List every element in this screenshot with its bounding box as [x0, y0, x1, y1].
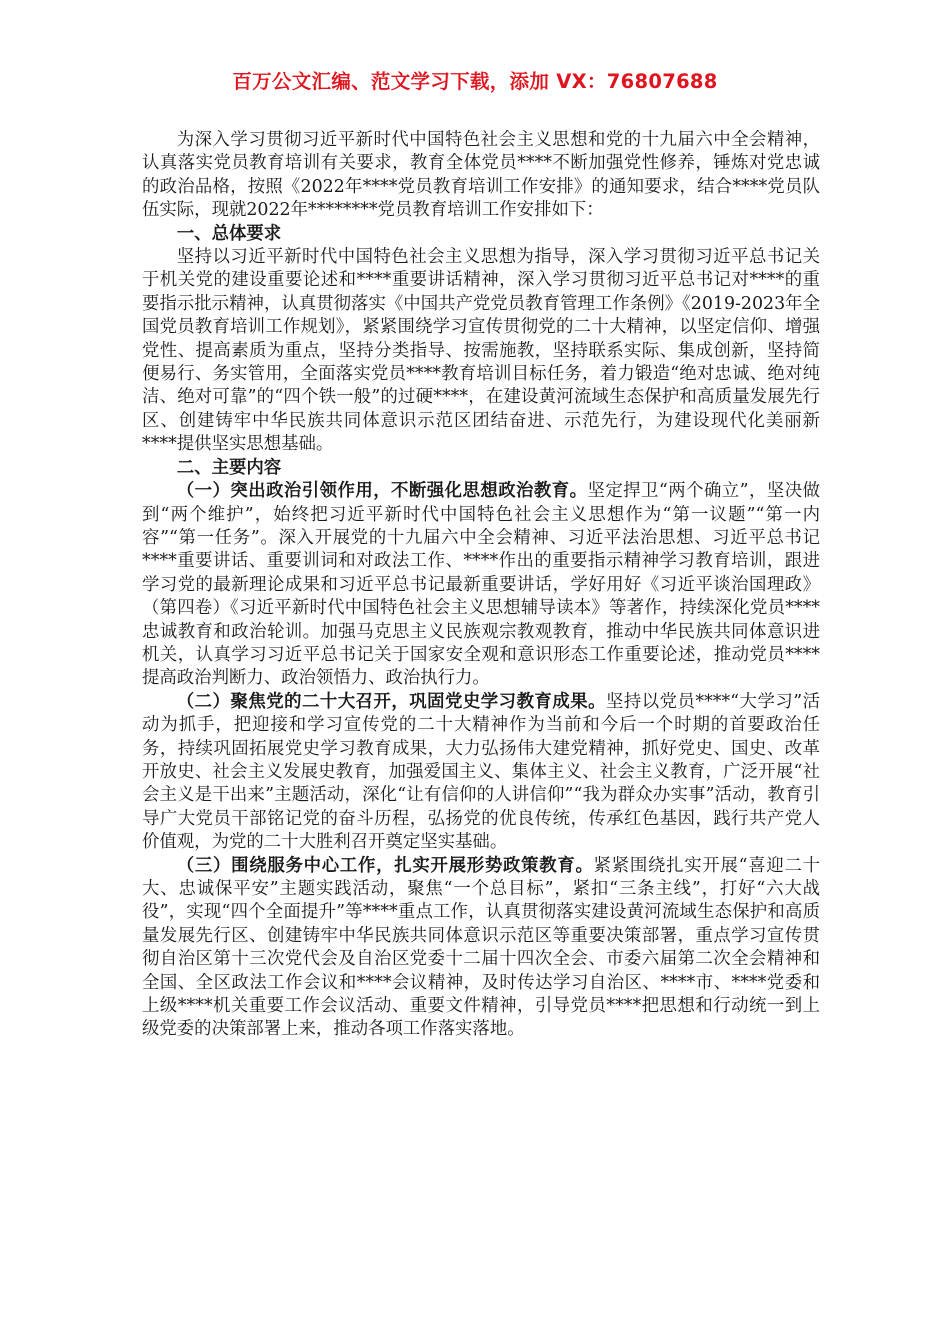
- section-heading-general-requirements: 一、总体要求: [176, 223, 282, 244]
- general-requirements-paragraph: 坚持以习近平新时代中国特色社会主义思想为指导，深入学习贯彻习近平总书记关于机关党的建设重要论述和****重要讲话精神，深入学习贯彻习近平总书记对****的重要指示批示精神，认真贯彻落实《中国共产党党员教育管理工作条例》《2019-2023年全国党员教育培训工作规划》，紧紧围绕学习宣传贯彻党的二十大精神，以坚定信仰、增强党性、提高素质为重点，坚持分类指导、按需施教，坚持联系实际、集成创新，坚持简便易行、务实管用，全面落实党员****教育培训目标任务，着力锻造“绝对忠诚、绝对纯洁、绝对可靠”的“四个铁一般”的过硬****，在建设黄河流域生态保护和高质量发展先行区、创建铸牢中华民族共同体意识示范区团结奋进、示范先行，为建设现代化美丽新****提供坚实思想基础。: [142, 247, 820, 455]
- section-heading-main-content: 二、主要内容: [176, 457, 282, 478]
- item-paragraph-political-guidance: [142, 480, 820, 691]
- item-lead-party-history: （二）聚焦党的二十大召开，巩固党史学习教育成果。: [176, 691, 606, 712]
- document-body: [142, 129, 820, 1042]
- intro-paragraph: 为深入学习贯彻习近平新时代中国特色社会主义思想和党的十九届六中全会精神，认真落实党员教育培训有关要求，教育全体党员****不断加强党性修养，锤炼对党忠诚的政治品格，按照《2022年****党员教育培训工作安排》的通知要求，结合****党员队伍实际，现就2022年********党员教育培训工作安排如下：: [142, 130, 820, 221]
- item-body-political-guidance: 坚定捍卫“两个确立”，坚决做到“两个维护”，始终把习近平新时代中国特色社会主义思想作为“第一议题”“第一内容”“第一任务”。深入开展党的十九届六中全会精神、习近平法治思想、习近平总书记****重要讲话、重要训词和对政法工作、****作出的重要指示精神学习教育培训，跟进学习党的最新理论成果和习近平总书记最新重要讲话，学好用好《习近平谈治国理政》（第四卷）《习近平新时代中国特色社会主义思想辅导读本》等著作，持续深化党员****忠诚教育和政治轮训。加强马克思主义民族观宗教观教育，推动中华民族共同体意识进机关，认真学习习近平总书记关于国家安全观和意识形态工作重要论述，推动党员****提高政治判断力、政治领悟力、政治执行力。: [142, 481, 820, 689]
- item-paragraph-party-history: [142, 691, 820, 855]
- item-lead-policy-education: （三）围绕服务中心工作，扎实开展形势政策教育。: [176, 855, 594, 876]
- item-lead-political-guidance: （一）突出政治引领作用，不断强化思想政治教育。: [176, 481, 588, 502]
- item-body-policy-education: 紧紧围绕扎实开展“喜迎二十大、忠诚保平安”主题实践活动，聚焦“一个总目标”，紧扣“三条主线”，打好“六大战役”，实现“四个全面提升”等****重点工作，认真贯彻落实建设黄河流域生态保护和高质量发展先行区、创建铸牢中华民族共同体意识示范区等重要决策部署，重点学习宣传贯彻自治区第十三次党代会及自治区党委十二届十四次全会、市委六届第二次全会精神和全国、全区政法工作会议和****会议精神，及时传达学习自治区、****市、****党委和上级****机关重要工作会议活动、重要文件精神，引导党员****把思想和行动统一到上级党委的决策部署上来，推动各项工作落实落地。: [142, 855, 820, 1040]
- watermark-header: 百万公文汇编、范文学习下载，添加 VX：76807688: [232, 70, 718, 93]
- item-body-party-history: 坚持以党员****“大学习”活动为抓手，把迎接和学习宣传党的二十大精神作为当前和今后一个时期的首要政治任务，持续巩固拓展党史学习教育成果，大力弘扬伟大建党精神，抓好党史、国史、改革开放史、社会主义发展史教育，加强爱国主义、集体主义、社会主义教育，广泛开展“社会主义是干出来”主题活动，深化“让有信仰的人讲信仰”“我为群众办实事”活动，教育引导广大党员干部铭记党的奋斗历程，弘扬党的优良传统，传承红色基因，践行共产党人价值观，为党的二十大胜利召开奠定坚实基础。: [142, 691, 820, 853]
- item-paragraph-policy-education: [142, 855, 820, 1042]
